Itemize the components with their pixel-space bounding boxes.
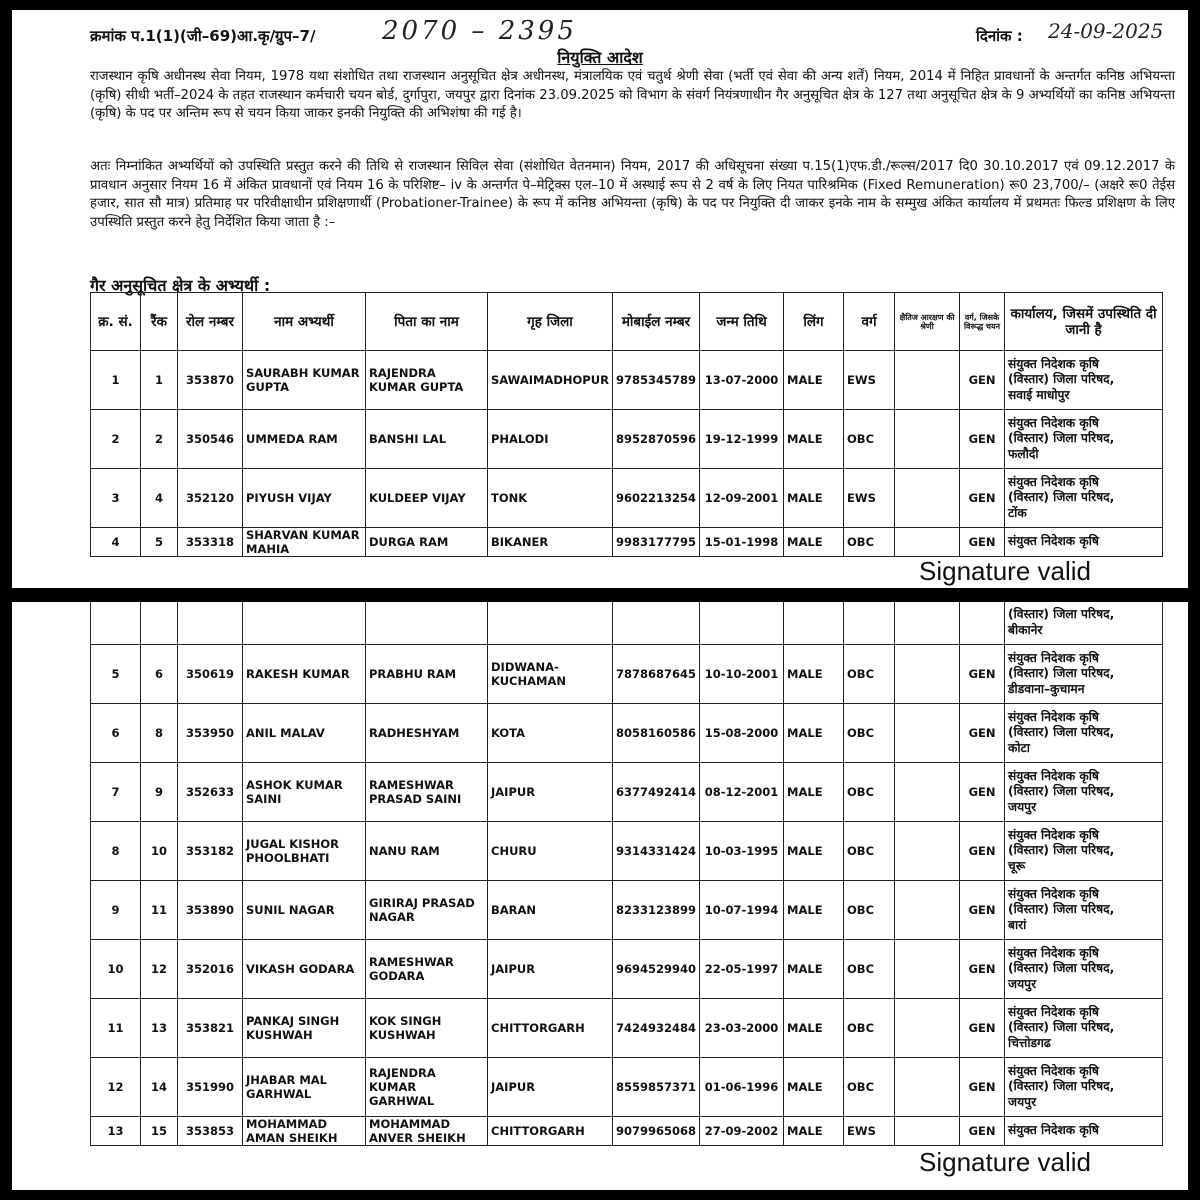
serial-cell: 5 [91, 645, 141, 704]
office-cell [1005, 763, 1163, 822]
col-header: लिंग [784, 293, 844, 351]
category-cell: OBC [844, 822, 895, 881]
gender-cell: MALE [784, 410, 844, 469]
home-district-cell: CHURU [488, 822, 613, 881]
mobile-cell: 8559857371 [613, 1058, 700, 1117]
table-row [91, 410, 1163, 469]
category-cell: OBC [844, 940, 895, 999]
rank-cell: 4 [141, 469, 178, 528]
office-line: (विस्तार) जिला परिषद, [1008, 961, 1115, 976]
selected-against-cell: GEN [960, 1117, 1005, 1146]
horizontal-reservation-cell [895, 469, 960, 528]
dob-cell: 15-01-1998 [700, 528, 784, 557]
dob-cell: 15-08-2000 [700, 704, 784, 763]
col-header: गृह जिला [488, 293, 613, 351]
category-cell: OBC [844, 528, 895, 557]
roll-number-cell: 350619 [178, 645, 243, 704]
roll-number-cell: 353318 [178, 528, 243, 557]
horizontal-reservation-cell [895, 1117, 960, 1146]
rank-cell: 9 [141, 763, 178, 822]
home-district-cell: JAIPUR [488, 1058, 613, 1117]
office-line: संयुक्त निदेशक कृषि [1008, 945, 1099, 960]
continuation-row [91, 602, 1163, 645]
dob-cell: 01-06-1996 [700, 1058, 784, 1117]
father-name-cell: DURGA RAM [366, 528, 488, 557]
category-cell: OBC [844, 1058, 895, 1117]
office-line: (विस्तार) जिला परिषद, [1008, 784, 1115, 799]
mobile-cell: 9314331424 [613, 822, 700, 881]
selected-against-cell: GEN [960, 528, 1005, 557]
candidate-name-cell: VIKASH GODARA [243, 940, 366, 999]
selected-against-cell: GEN [960, 645, 1005, 704]
rank-cell: 14 [141, 1058, 178, 1117]
mobile-cell: 8952870596 [613, 410, 700, 469]
order-title: नियुक्ति आदेश [557, 48, 643, 67]
roll-number-cell: 353182 [178, 822, 243, 881]
serial-cell: 3 [91, 469, 141, 528]
office-line: टोंक [1008, 505, 1027, 520]
home-district-cell: CHITTORGARH [488, 999, 613, 1058]
office-cell [1005, 1117, 1163, 1146]
col-header: रैंक [141, 293, 178, 351]
office-cell [1005, 999, 1163, 1058]
gender-cell: MALE [784, 645, 844, 704]
office-cell [1005, 645, 1163, 704]
candidate-name-cell: JUGAL KISHOR PHOOLBHATI [243, 822, 366, 881]
table-row [91, 822, 1163, 881]
father-name-cell: PRABHU RAM [366, 645, 488, 704]
category-cell: OBC [844, 704, 895, 763]
roll-number-cell: 353853 [178, 1117, 243, 1146]
office-line: डीडवाना–कुचामन [1008, 681, 1085, 696]
home-district-cell: SAWAIMADHOPUR [488, 351, 613, 410]
horizontal-reservation-cell [895, 704, 960, 763]
office-line: संयुक्त निदेशक कृषि [1008, 1004, 1099, 1019]
candidates-table-page-1 [90, 292, 1163, 557]
date-handwritten: 24-09-2025 [1048, 19, 1164, 43]
horizontal-reservation-cell [895, 940, 960, 999]
office-cell [1005, 528, 1163, 557]
horizontal-reservation-cell [895, 351, 960, 410]
horizontal-reservation-cell [895, 763, 960, 822]
rank-cell: 2 [141, 410, 178, 469]
gender-cell: MALE [784, 881, 844, 940]
category-cell: OBC [844, 999, 895, 1058]
office-line: सवाई माधोपुर [1008, 387, 1070, 402]
table-row [91, 704, 1163, 763]
gender-cell: MALE [784, 763, 844, 822]
category-cell: EWS [844, 469, 895, 528]
home-district-cell: JAIPUR [488, 940, 613, 999]
rank-cell: 12 [141, 940, 178, 999]
candidate-name-cell: ANIL MALAV [243, 704, 366, 763]
office-line: (विस्तार) जिला परिषद, [1008, 1079, 1115, 1094]
rank-cell: 5 [141, 528, 178, 557]
roll-number-cell: 352016 [178, 940, 243, 999]
home-district-cell: JAIPUR [488, 763, 613, 822]
gender-cell: MALE [784, 1117, 844, 1146]
office-line: (विस्तार) जिला परिषद, [1008, 666, 1115, 681]
horizontal-reservation-cell [895, 645, 960, 704]
office-cell [1005, 410, 1163, 469]
father-name-cell: RAMESHWAR GODARA [366, 940, 488, 999]
reference-number-handwritten: 2070 – 2395 [382, 16, 577, 46]
office-line: संयुक्त निदेशक कृषि [1008, 415, 1099, 430]
table-row [91, 1058, 1163, 1117]
gender-cell: MALE [784, 822, 844, 881]
office-line: (विस्तार) जिला परिषद, [1008, 843, 1115, 858]
document-page-2 [12, 602, 1188, 1190]
roll-number-cell: 353950 [178, 704, 243, 763]
gender-cell: MALE [784, 940, 844, 999]
office-line: (विस्तार) जिला परिषद, [1008, 1020, 1115, 1035]
mobile-cell: 9602213254 [613, 469, 700, 528]
col-header: कार्यालय, जिसमें उपस्थिति दी जानी है [1005, 293, 1163, 351]
office-line: चित्तोडगढ [1008, 1035, 1051, 1050]
mobile-cell: 9079965068 [613, 1117, 700, 1146]
signature-valid-stamp: Signature valid [919, 1147, 1091, 1177]
roll-number-cell: 350546 [178, 410, 243, 469]
office-line: संयुक्त निदेशक कृषि [1008, 886, 1099, 901]
office-line: फलौदी [1008, 446, 1039, 461]
horizontal-reservation-cell [895, 410, 960, 469]
serial-cell: 9 [91, 881, 141, 940]
office-line: जयपुर [1008, 799, 1037, 814]
selected-against-cell: GEN [960, 822, 1005, 881]
office-line: (विस्तार) जिला परिषद, [1008, 725, 1115, 740]
dob-cell: 12-09-2001 [700, 469, 784, 528]
col-header: पिता का नाम [366, 293, 488, 351]
col-header: वर्ग [844, 293, 895, 351]
horizontal-reservation-cell [895, 1058, 960, 1117]
serial-cell: 8 [91, 822, 141, 881]
rank-cell: 15 [141, 1117, 178, 1146]
gender-cell: MALE [784, 704, 844, 763]
candidate-name-cell: SAURABH KUMAR GUPTA [243, 351, 366, 410]
office-cell [1005, 881, 1163, 940]
reference-label: क्रमांक प.1(1)(जी–69)आ.कृ/ग्रुप–7/ [90, 27, 316, 45]
selected-against-cell: GEN [960, 1058, 1005, 1117]
serial-cell: 7 [91, 763, 141, 822]
rank-cell: 13 [141, 999, 178, 1058]
father-name-cell: NANU RAM [366, 822, 488, 881]
selected-against-cell: GEN [960, 410, 1005, 469]
candidate-name-cell: SHARVAN KUMAR MAHIA [243, 528, 366, 557]
father-name-cell: MOHAMMAD ANVER SHEIKH [366, 1117, 488, 1146]
office-line: (विस्तार) जिला परिषद, [1008, 490, 1115, 505]
home-district-cell: TONK [488, 469, 613, 528]
table-row [91, 351, 1163, 410]
serial-cell: 6 [91, 704, 141, 763]
roll-number-cell: 353870 [178, 351, 243, 410]
mobile-cell: 6377492414 [613, 763, 700, 822]
office-line: (विस्तार) जिला परिषद, [1008, 372, 1115, 387]
office-line: संयुक्त निदेशक कृषि [1008, 534, 1099, 549]
section-heading: गैर अनुसूचित क्षेत्र के अभ्यर्थी : [90, 276, 271, 295]
rank-cell: 1 [141, 351, 178, 410]
office-line: संयुक्त निदेशक कृषि [1008, 1063, 1099, 1078]
dob-cell: 10-07-1994 [700, 881, 784, 940]
selected-against-cell: GEN [960, 763, 1005, 822]
selected-against-cell: GEN [960, 351, 1005, 410]
col-header: वर्ग, जिसके विरूद्ध चयन [960, 293, 1005, 351]
office-line: संयुक्त निदेशक कृषि [1008, 827, 1099, 842]
father-name-cell: RAJENDRA KUMAR GARHWAL [366, 1058, 488, 1117]
candidate-name-cell: JHABAR MAL GARHWAL [243, 1058, 366, 1117]
gender-cell: MALE [784, 469, 844, 528]
candidate-name-cell: PANKAJ SINGH KUSHWAH [243, 999, 366, 1058]
dob-cell: 10-10-2001 [700, 645, 784, 704]
dob-cell: 23-03-2000 [700, 999, 784, 1058]
office-line: बारां [1008, 917, 1027, 932]
category-cell: EWS [844, 1117, 895, 1146]
office-cell [1005, 469, 1163, 528]
roll-number-cell: 352633 [178, 763, 243, 822]
mobile-cell: 7424932484 [613, 999, 700, 1058]
table-row [91, 763, 1163, 822]
document-page-1 [12, 10, 1188, 588]
office-line: संयुक्त निदेशक कृषि [1008, 650, 1099, 665]
col-header: क्षैतिज आरक्षण की श्रेणी [895, 293, 960, 351]
dob-cell: 27-09-2002 [700, 1117, 784, 1146]
candidate-name-cell: PIYUSH VIJAY [243, 469, 366, 528]
table-row [91, 469, 1163, 528]
serial-cell: 11 [91, 999, 141, 1058]
category-cell: OBC [844, 881, 895, 940]
roll-number-cell: 353890 [178, 881, 243, 940]
gender-cell: MALE [784, 1058, 844, 1117]
table-row [91, 528, 1163, 557]
horizontal-reservation-cell [895, 881, 960, 940]
office-line: (विस्तार) जिला परिषद, [1008, 607, 1115, 621]
dob-cell: 22-05-1997 [700, 940, 784, 999]
dob-cell: 19-12-1999 [700, 410, 784, 469]
order-paragraph-2: अतः निम्नांकित अभ्यर्थियों को उपस्थिति प्रस्तुत करने की तिथि से राजस्थान सिविल सेवा (संशोधित वेतनमान) नियम, 2017 की अधिसूचना संख्या प.15(1)एफ.डी./रूल्स/2017 दि0 30.10.2017 एवं 09.12.2017 के प्रावधान अनुसार नियम 16 में अंकित प्रावधानों एवं नियम 16 के परिशिष्ट– iv के अन्तर्गत पे–मेट्रिक्स एल–10 में अस्थाई रूप से 2 वर्ष के लिए नियत पारिश्रमिक (Fixed Remuneration) रू0 23,700/– (अक्षरे रू0 तेईस हजार, सात सौ मात्र) प्रतिमाह पर परिवीक्षाधीन प्रशिक्षणार्थी (Probationer-Trainee) के रूप में कनिष्ठ अभियन्ता (कृषि) के पद पर नियुक्ति दी जाकर इनके नाम के सम्मुख अंकित कार्यालय में प्रथमतः फिल्ड प्रशिक्षण के लिए उपस्थिति प्रस्तुत करने हेतु निर्देशित किया जाता है :– [90, 159, 1175, 230]
office-line: कोटा [1008, 740, 1030, 755]
serial-cell: 4 [91, 528, 141, 557]
table-row [91, 645, 1163, 704]
selected-against-cell: GEN [960, 469, 1005, 528]
rank-cell: 6 [141, 645, 178, 704]
col-header: जन्म तिथि [700, 293, 784, 351]
gender-cell: MALE [784, 351, 844, 410]
candidate-name-cell: RAKESH KUMAR [243, 645, 366, 704]
home-district-cell: PHALODI [488, 410, 613, 469]
office-line: बीकानेर [1008, 622, 1043, 637]
father-name-cell: RADHESHYAM [366, 704, 488, 763]
col-header: रोल नम्बर [178, 293, 243, 351]
signature-valid-stamp: Signature valid [919, 556, 1091, 586]
table-row [91, 881, 1163, 940]
office-line: (विस्तार) जिला परिषद, [1008, 902, 1115, 917]
roll-number-cell: 353821 [178, 999, 243, 1058]
order-header [90, 16, 1175, 48]
table-row [91, 999, 1163, 1058]
category-cell: OBC [844, 410, 895, 469]
father-name-cell: RAMESHWAR PRASAD SAINI [366, 763, 488, 822]
selected-against-cell: GEN [960, 704, 1005, 763]
candidates-table-page-2 [90, 602, 1163, 1146]
office-line: संयुक्त निदेशक कृषि [1008, 474, 1099, 489]
col-header: क्र. सं. [91, 293, 141, 351]
category-cell: OBC [844, 645, 895, 704]
office-line: संयुक्त निदेशक कृषि [1008, 709, 1099, 724]
home-district-cell: CHITTORGARH [488, 1117, 613, 1146]
office-cell [1005, 602, 1163, 645]
office-cell [1005, 704, 1163, 763]
candidate-name-cell: SUNIL NAGAR [243, 881, 366, 940]
father-name-cell: GIRIRAJ PRASAD NAGAR [366, 881, 488, 940]
col-header: मोबाईल नम्बर [613, 293, 700, 351]
candidate-name-cell: MOHAMMAD AMAN SHEIKH [243, 1117, 366, 1146]
category-cell: OBC [844, 763, 895, 822]
horizontal-reservation-cell [895, 822, 960, 881]
mobile-cell: 7878687645 [613, 645, 700, 704]
rank-cell: 10 [141, 822, 178, 881]
category-cell: EWS [844, 351, 895, 410]
mobile-cell: 9785345789 [613, 351, 700, 410]
home-district-cell: BARAN [488, 881, 613, 940]
office-line: जयपुर [1008, 1094, 1037, 1109]
home-district-cell: KOTA [488, 704, 613, 763]
office-cell [1005, 1058, 1163, 1117]
serial-cell: 10 [91, 940, 141, 999]
father-name-cell: BANSHI LAL [366, 410, 488, 469]
table-row [91, 940, 1163, 999]
selected-against-cell: GEN [960, 940, 1005, 999]
date-label: दिनांक : [976, 27, 1023, 45]
serial-cell: 12 [91, 1058, 141, 1117]
dob-cell: 10-03-1995 [700, 822, 784, 881]
office-line: संयुक्त निदेशक कृषि [1008, 356, 1099, 371]
serial-cell: 2 [91, 410, 141, 469]
candidate-name-cell: ASHOK KUMAR SAINI [243, 763, 366, 822]
selected-against-cell: GEN [960, 999, 1005, 1058]
rank-cell: 8 [141, 704, 178, 763]
rank-cell: 11 [141, 881, 178, 940]
office-line: चूरू [1008, 858, 1026, 873]
father-name-cell: RAJENDRA KUMAR GUPTA [366, 351, 488, 410]
home-district-cell: BIKANER [488, 528, 613, 557]
father-name-cell: KULDEEP VIJAY [366, 469, 488, 528]
roll-number-cell: 351990 [178, 1058, 243, 1117]
candidate-name-cell: UMMEDA RAM [243, 410, 366, 469]
serial-cell: 13 [91, 1117, 141, 1146]
roll-number-cell: 352120 [178, 469, 243, 528]
office-cell [1005, 351, 1163, 410]
selected-against-cell: GEN [960, 881, 1005, 940]
horizontal-reservation-cell [895, 999, 960, 1058]
mobile-cell: 8233123899 [613, 881, 700, 940]
home-district-cell: DIDWANA-KUCHAMAN [488, 645, 613, 704]
mobile-cell: 9983177795 [613, 528, 700, 557]
dob-cell: 13-07-2000 [700, 351, 784, 410]
table-row [91, 1117, 1163, 1146]
mobile-cell: 8058160586 [613, 704, 700, 763]
office-line: संयुक्त निदेशक कृषि [1008, 1123, 1099, 1138]
order-paragraph-1: राजस्थान कृषि अधीनस्थ सेवा नियम, 1978 यथा संशोधित तथा राजस्थान अनुसूचित क्षेत्र अधीनस्थ, मंत्रालयिक एवं चतुर्थ श्रेणी सेवा (भर्ती एवं सेवा की अन्य शर्तें) नियम, 2014 में निहित प्रावधानों के अन्तर्गत कनिष्ठ अभियन्ता (कृषि) सीधी भर्ती–2024 के तहत राजस्थान कर्मचारी चयन बोर्ड, दुर्गापुरा, जयपुर द्वारा दिनांक 23.09.2025 को विभाग के संवर्ग नियंत्रणाधीन गैर अनुसूचित क्षेत्र के 127 तथा अनुसूचित क्षेत्र के 9 अभ्यर्थियों का कनिष्ठ अभियन्ता (कृषि) के पद पर अन्तिम रूप से चयन किया जाकर इनकी नियुक्ति की अभिशंषा की गई है। [90, 69, 1175, 122]
col-header: नाम अभ्यर्थी [243, 293, 366, 351]
gender-cell: MALE [784, 528, 844, 557]
father-name-cell: KOK SINGH KUSHWAH [366, 999, 488, 1058]
horizontal-reservation-cell [895, 528, 960, 557]
mobile-cell: 9694529940 [613, 940, 700, 999]
gender-cell: MALE [784, 999, 844, 1058]
dob-cell: 08-12-2001 [700, 763, 784, 822]
office-cell [1005, 822, 1163, 881]
office-cell [1005, 940, 1163, 999]
office-line: जयपुर [1008, 976, 1037, 991]
serial-cell: 1 [91, 351, 141, 410]
office-line: (विस्तार) जिला परिषद, [1008, 431, 1115, 446]
table-header-row [91, 293, 1163, 351]
office-line: संयुक्त निदेशक कृषि [1008, 768, 1099, 783]
